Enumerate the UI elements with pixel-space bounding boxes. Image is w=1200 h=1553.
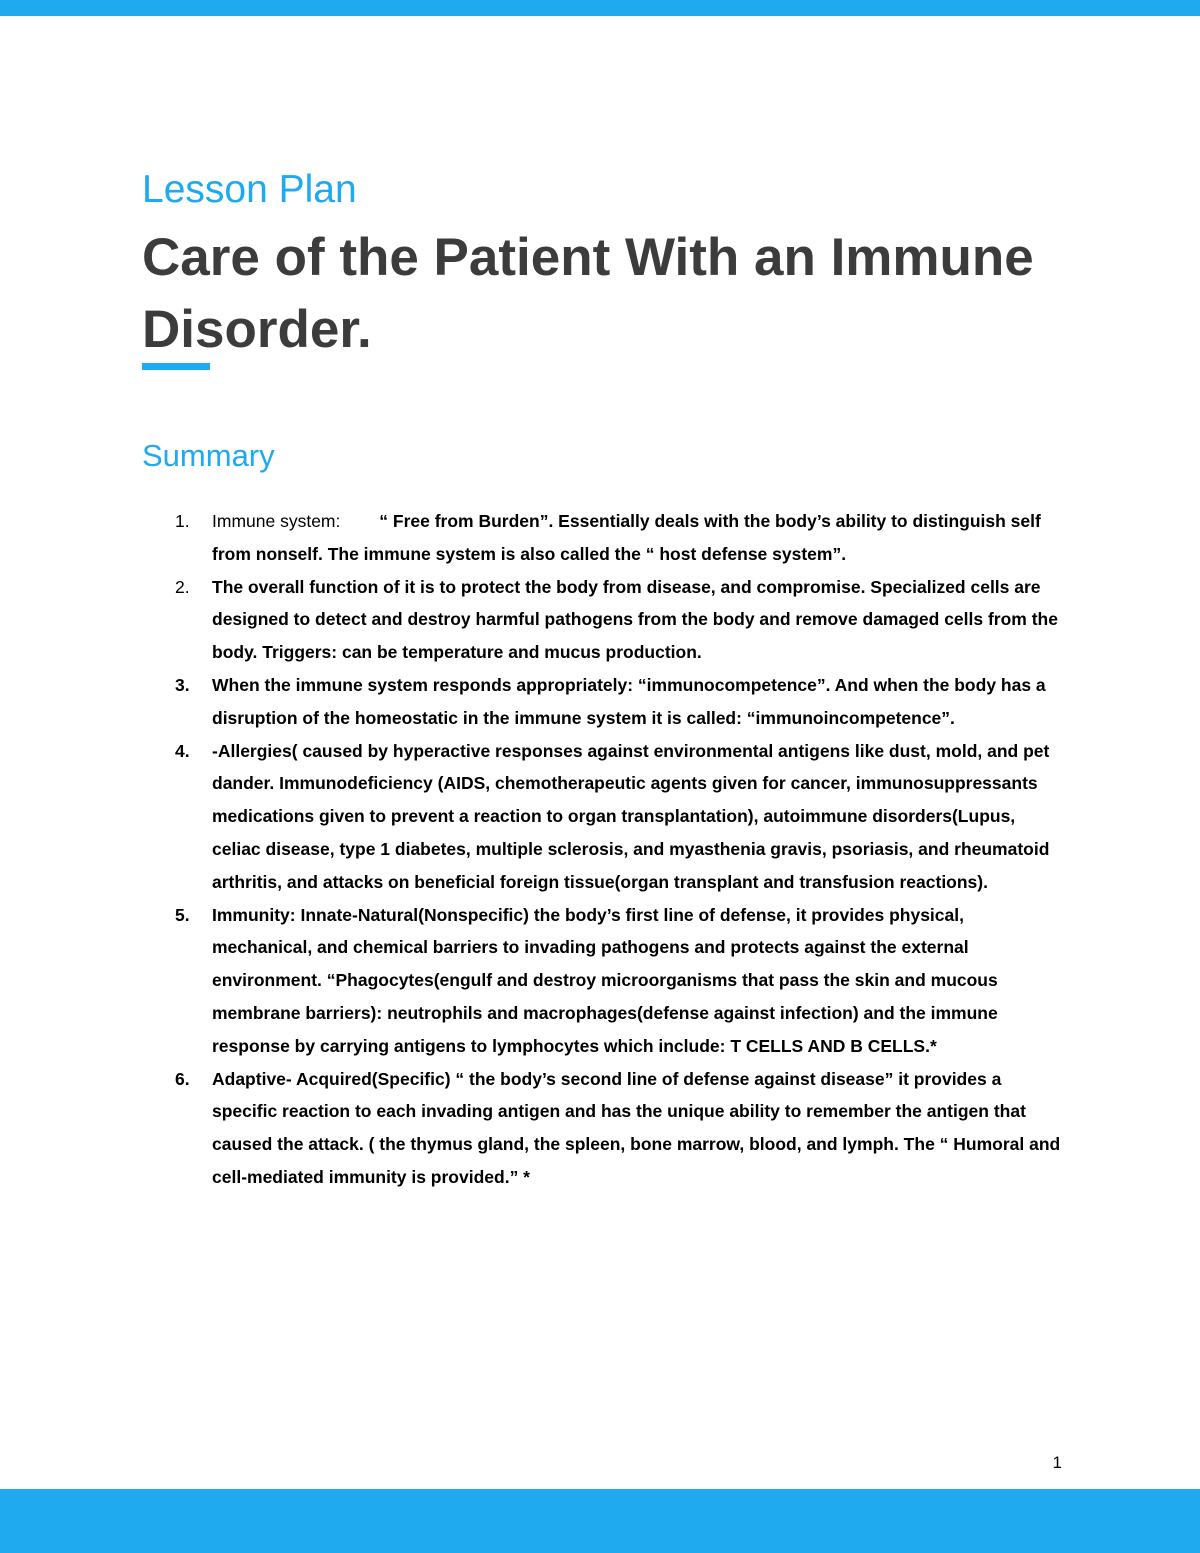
summary-item-3: [142, 669, 1067, 735]
item-text: Immunity: Innate-Natural(Nonspecific) the body’s first line of defense, it provides physical, mechanical, and chemical barriers to invading pathogens and protects against the external environment. “Phagocytes(engulf and destroy microorganisms that pass the skin and mucous membrane barriers): neutrophils and macrophages(defense against infection) and the immune response by carrying antigens to lymphocytes which include: T CELLS AND B CELLS.*: [212, 904, 998, 1056]
summary-item-5: [142, 899, 1067, 1063]
item-lead-text: Immune system:: [212, 511, 380, 531]
summary-heading: Summary: [142, 438, 275, 473]
summary-item-2: [142, 571, 1067, 669]
list-number: 3.: [175, 674, 190, 695]
bottom-accent-bar: [0, 1489, 1200, 1553]
summary-list: [142, 505, 1067, 1194]
summary-item-1: [142, 505, 1067, 571]
item-text: Adaptive- Acquired(Specific) “ the body’s second line of defense against disease” it provides a specific reaction to each invading antigen and has the unique ability to remember the antigen that caused the attack. ( the thymus gland, the spleen, bone marrow, blood, and lymph. The “ Humoral and cell-mediated immunity is provided.” *: [212, 1068, 1061, 1187]
list-number: 2.: [175, 576, 190, 597]
top-accent-bar: [0, 0, 1200, 16]
title-underline-accent: [142, 363, 210, 370]
summary-item-4: [142, 735, 1067, 899]
list-number: 1.: [175, 511, 190, 531]
list-number: 4.: [175, 740, 190, 761]
item-text: When the immune system responds appropriately: “immunocompetence”. And when the body has a disruption of the homeostatic in the immune system it is called: “immunoincompetence”.: [212, 674, 1046, 728]
document-subtitle: Lesson Plan: [142, 168, 357, 211]
list-number: 6.: [175, 1068, 190, 1089]
item-text: “ Free from Burden”. Essentially deals with the body’s ability to distinguish self from nonself. The immune system is also called the “ host defense system”.: [212, 511, 1041, 564]
summary-item-6: [142, 1063, 1067, 1194]
item-text: -Allergies( caused by hyperactive responses against environmental antigens like dust, mold, and pet dander. Immunodeficiency (AIDS, chemotherapeutic agents given for cancer, immunosuppressants medications given to prevent a reaction to organ transplantation), autoimmune disorders(Lupus, celiac disease, type 1 diabetes, multiple sclerosis, and myasthenia gravis, psoriasis, and rheumatoid arthritis, and attacks on beneficial foreign tissue(organ transplant and transfusion reactions).: [212, 740, 1050, 892]
document-title: Care of the Patient With an Immune Disorder.: [142, 228, 1034, 359]
item-text: The overall function of it is to protect the body from disease, and compromise. Specialized cells are designed to detect and destroy harmful pathogens from the body and remove damaged cells from the body. Triggers: can be temperature and mucus production.: [212, 576, 1058, 663]
page-number: 1: [1052, 1453, 1062, 1472]
list-number: 5.: [175, 904, 190, 925]
